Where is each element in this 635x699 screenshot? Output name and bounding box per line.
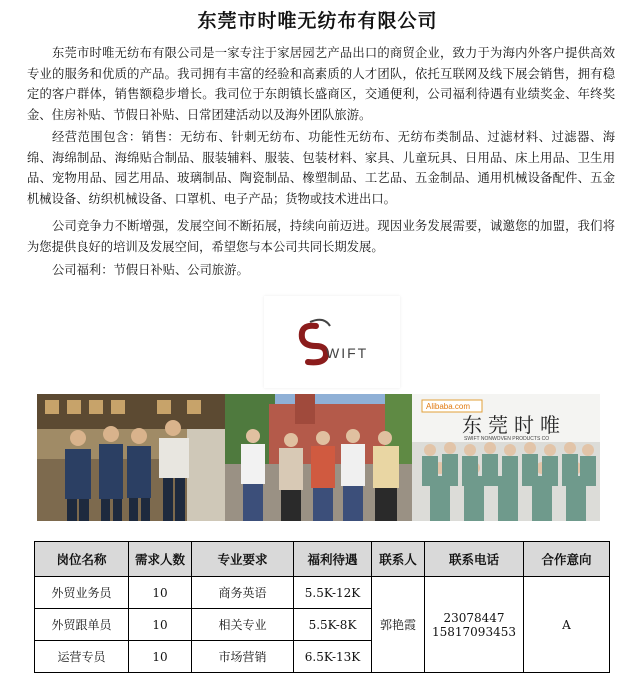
count-cell: 10 <box>129 609 192 641</box>
job-table <box>34 541 610 673</box>
header-salary: 福利待遇 <box>294 542 372 577</box>
alibaba-banner: Alibaba.com <box>426 402 471 411</box>
business-scope-paragraph: 经营范围包含：销售：无纺布、针刺无纺布、功能性无纺布、无纺布类制品、过滤材料、过滤器、海绵、海绵制品、海绵贴合制品、服装辅料、服装、包装材料、家具、儿童玩具、日用品、床上用品、卫生用品、宠物用品、园艺用品、玻璃制品、陶瓷制品、橡塑制品、工艺品、五金制品、通用机械设备配件、五金机械设备、纺织机械设备、口罩机、电子产品；货物或技术进出口。 <box>27 130 615 206</box>
benefits-paragraph: 公司福利：节假日补贴、公司旅游。 <box>52 263 249 277</box>
position-cell: 外贸业务员 <box>35 577 129 609</box>
major-cell: 相关专业 <box>192 609 294 641</box>
page-title: 东莞市时唯无纺布有限公司 <box>197 10 438 32</box>
major-cell: 市场营销 <box>192 641 294 673</box>
team-photo-booth <box>37 394 225 521</box>
salary-cell: 5.5K-12K <box>294 577 372 609</box>
table-header-row <box>35 542 610 577</box>
salary-cell: 6.5K-13K <box>294 641 372 673</box>
contact-cell: 郭艳霞 <box>372 577 425 673</box>
position-cell: 运营专员 <box>35 641 129 673</box>
count-cell: 10 <box>129 641 192 673</box>
office-sign: 东莞时唯 <box>462 413 566 437</box>
header-phone: 联系电话 <box>425 542 524 577</box>
team-photo-office <box>412 394 600 521</box>
major-cell: 商务英语 <box>192 577 294 609</box>
office-sign-sub: SWIFT NONWOVEN PRODUCTS CO <box>464 436 550 442</box>
team-photo-travel <box>225 394 412 521</box>
phone-landline: 23078447 <box>443 610 505 625</box>
logo-wordmark: WIFT <box>326 345 369 361</box>
header-intent: 合作意向 <box>524 542 610 577</box>
salary-cell: 5.5K-8K <box>294 609 372 641</box>
header-contact: 联系人 <box>372 542 425 577</box>
table-row <box>35 577 610 609</box>
phone-cell <box>425 577 524 673</box>
count-cell: 10 <box>129 577 192 609</box>
header-position: 岗位名称 <box>35 542 129 577</box>
position-cell: 外贸跟单员 <box>35 609 129 641</box>
company-logo <box>264 296 400 388</box>
phone-mobile: 15817093453 <box>432 624 516 639</box>
intent-cell: A <box>524 577 610 673</box>
intro-paragraph: 东莞市时唯无纺布有限公司是一家专注于家居园艺产品出口的商贸企业，致力于为海内外客户提供高效专业的服务和优质的产品。我司拥有丰富的经验和高素质的人才团队，依托互联网及线下展会销售，拥有稳定的客户群体，销售额稳步增长。我司位于东朗镇长盛商区，交通便利，公司福利待遇有业绩奖金、年终奖金、住房补贴、节假日补贴、日常团建活动以及海外团队旅游。 <box>27 46 615 122</box>
recruitment-paragraph: 公司竞争力不断增强，发展空间不断拓展，持续向前迈进。现因业务发展需要，诚邀您的加盟，我们将为您提供良好的培训及发展空间，希望您与本公司共同长期发展。 <box>27 219 615 254</box>
header-count: 需求人数 <box>129 542 192 577</box>
header-major: 专业要求 <box>192 542 294 577</box>
